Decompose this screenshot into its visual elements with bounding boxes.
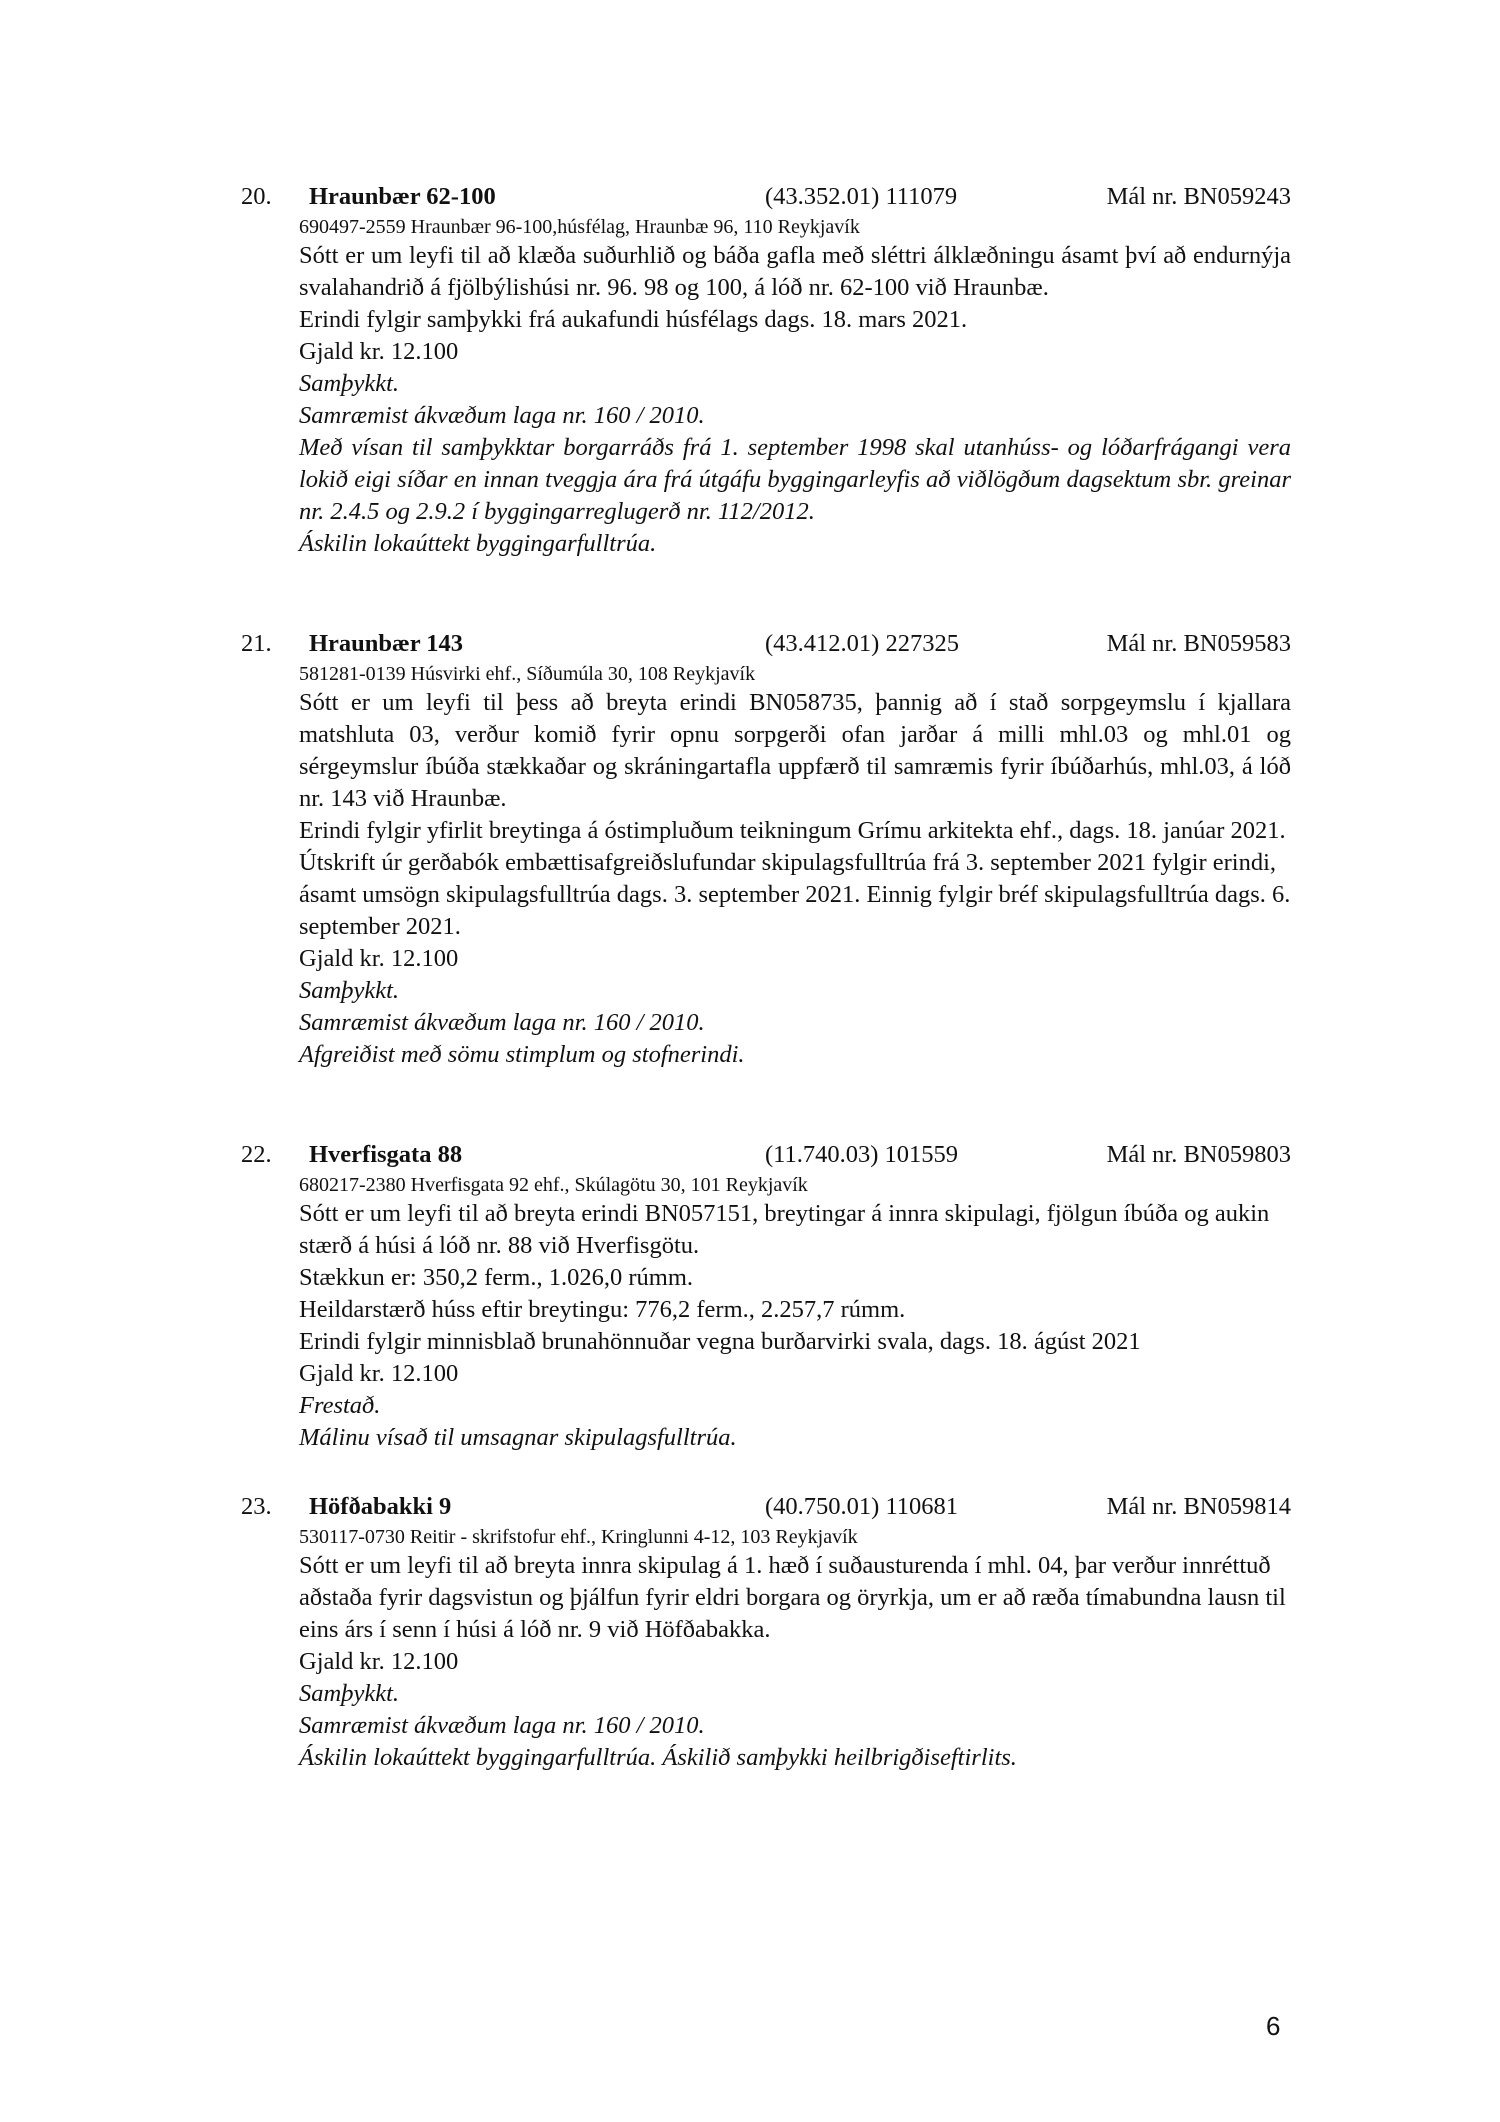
case-number: 23. (241, 1493, 272, 1520)
case-entry (241, 627, 1291, 1071)
fee: Gjald kr. 12.100 (299, 1648, 459, 1675)
case-address: Hraunbær 143 (309, 630, 464, 657)
attachment-note: Erindi fylgir samþykki frá aukafundi húsfélags dags. 18. mars 2021. (299, 306, 968, 333)
fee: Gjald kr. 12.100 (299, 945, 459, 972)
application-description: Sótt er um leyfi til að klæða suðurhlið og báða gafla með sléttri álklæðningu ásamt því að endurnýja svalahandrið á fjölbýlishúsi nr. 96. 98 og 100, á lóð nr. 62-100 við Hraunbæ. (299, 242, 1291, 301)
inspection-note: Áskilin lokaúttekt byggingarfulltrúa. (299, 530, 657, 557)
attachment-note: Erindi fylgir yfirlit breytinga á óstimpluðum teikningum Grímu arkitekta ehf., dags. 18. janúar 2021. (299, 817, 1286, 844)
condition-text: Með vísan til samþykktar borgarráðs frá 1. september 1998 skal utanhúss- og lóðarfrágangi vera lokið eigi síðar en innan tveggja ára frá útgáfu byggingarleyfis að viðlögðum dagsektum sbr. greinar nr. 2.4.5 og 2.9.2 í byggingarreglugerð nr. 112/2012. (299, 434, 1291, 525)
land-reference: (43.412.01) 227325 (765, 630, 959, 657)
case-id: Mál nr. BN059243 (1106, 183, 1291, 210)
application-description: Sótt er um leyfi til þess að breyta erindi BN058735, þannig að í stað sorpgeymslu í kjallara matshluta 03, verður komið fyrir opnu sorpgerði ofan jarðar á milli mhl.03 og mhl.01 og sérgeymslur íbúða stækkaðar og skráningartafla uppfærð til samræmis fyrir íbúðarhús, mhl.03, á lóð nr. 143 við Hraunbæ. (299, 689, 1291, 812)
application-description: Sótt er um leyfi til að breyta erindi BN057151, breytingar á innra skipulagi, fjölgun íbúða og aukin stærð á húsi á lóð nr. 88 við Hverfisgötu. (299, 1200, 1270, 1259)
case-address: Höfðabakki 9 (309, 1493, 452, 1520)
attachment-note: Erindi fylgir minnisblað brunahönnuðar vegna burðarvirki svala, dags. 18. ágúst 2021 (299, 1328, 1141, 1355)
law-compliance: Samræmist ákvæðum laga nr. 160 / 2010. (299, 402, 705, 429)
case-entry (241, 1138, 1291, 1454)
fee: Gjald kr. 12.100 (299, 338, 459, 365)
case-address: Hraunbær 62-100 (309, 183, 496, 210)
decision: Samþykkt. (299, 1680, 399, 1707)
application-description: Sótt er um leyfi til að breyta innra skipulag á 1. hæð í suðausturenda í mhl. 04, þar verður innréttuð aðstaða fyrir dagsvistun og þjálfun fyrir eldri borgara og öryrkja, um er að ræða tímabundna lausn til eins árs í senn í húsi á lóð nr. 9 við Höfðabakka. (299, 1552, 1286, 1643)
case-id: Mál nr. BN059583 (1106, 630, 1291, 657)
land-reference: (43.352.01) 111079 (765, 183, 958, 210)
land-reference: (40.750.01) 110681 (765, 1493, 959, 1520)
referral-note: Málinu vísað til umsagnar skipulagsfulltrúa. (299, 1424, 737, 1451)
law-compliance: Samræmist ákvæðum laga nr. 160 / 2010. (299, 1712, 705, 1739)
applicant: 581281-0139 Húsvirki ehf., Síðumúla 30, 108 Reykjavík (299, 663, 756, 685)
case-header (241, 627, 1291, 661)
case-number: 21. (241, 630, 272, 657)
decision: Samþykkt. (299, 977, 399, 1004)
applicant: 690497-2559 Hraunbær 96-100,húsfélag, Hraunbæ 96, 110 Reykjavík (299, 216, 860, 238)
fee: Gjald kr. 12.100 (299, 1360, 459, 1387)
processing-note: Afgreiðist með sömu stimplum og stofnerindi. (299, 1041, 745, 1068)
applicant: 530117-0730 Reitir - skrifstofur ehf., Kringlunni 4-12, 103 Reykjavík (299, 1526, 858, 1548)
page-number: 6 (1266, 2011, 1281, 2041)
case-header (241, 180, 1291, 214)
inspection-note: Áskilin lokaúttekt byggingarfulltrúa. Áskilið samþykki heilbrigðiseftirlits. (299, 1744, 1017, 1771)
applicant: 680217-2380 Hverfisgata 92 ehf., Skúlagötu 30, 101 Reykjavík (299, 1174, 808, 1196)
case-header (241, 1138, 1291, 1172)
case-id: Mál nr. BN059803 (1106, 1141, 1291, 1168)
case-entry (241, 180, 1291, 560)
case-address: Hverfisgata 88 (309, 1141, 463, 1168)
law-compliance: Samræmist ákvæðum laga nr. 160 / 2010. (299, 1009, 705, 1036)
case-id: Mál nr. BN059814 (1106, 1493, 1291, 1520)
enlargement-size: Stækkun er: 350,2 ferm., 1.026,0 rúmm. (299, 1264, 694, 1291)
minutes-extract-note: Útskrift úr gerðabók embættisafgreiðslufundar skipulagsfulltrúa frá 3. september 2021 fylgir erindi, ásamt umsögn skipulagsfulltrúa dags. 3. september 2021. Einnig fylgir bréf skipulagsfulltrúa dags. 6. september 2021. (299, 849, 1291, 940)
case-entry (241, 1490, 1291, 1774)
total-size: Heildarstærð húss eftir breytingu: 776,2 ferm., 2.257,7 rúmm. (299, 1296, 906, 1323)
decision: Samþykkt. (299, 370, 399, 397)
decision: Frestað. (299, 1392, 381, 1419)
case-number: 20. (241, 183, 272, 210)
case-number: 22. (241, 1141, 272, 1168)
land-reference: (11.740.03) 101559 (765, 1141, 959, 1168)
case-header (241, 1490, 1291, 1524)
